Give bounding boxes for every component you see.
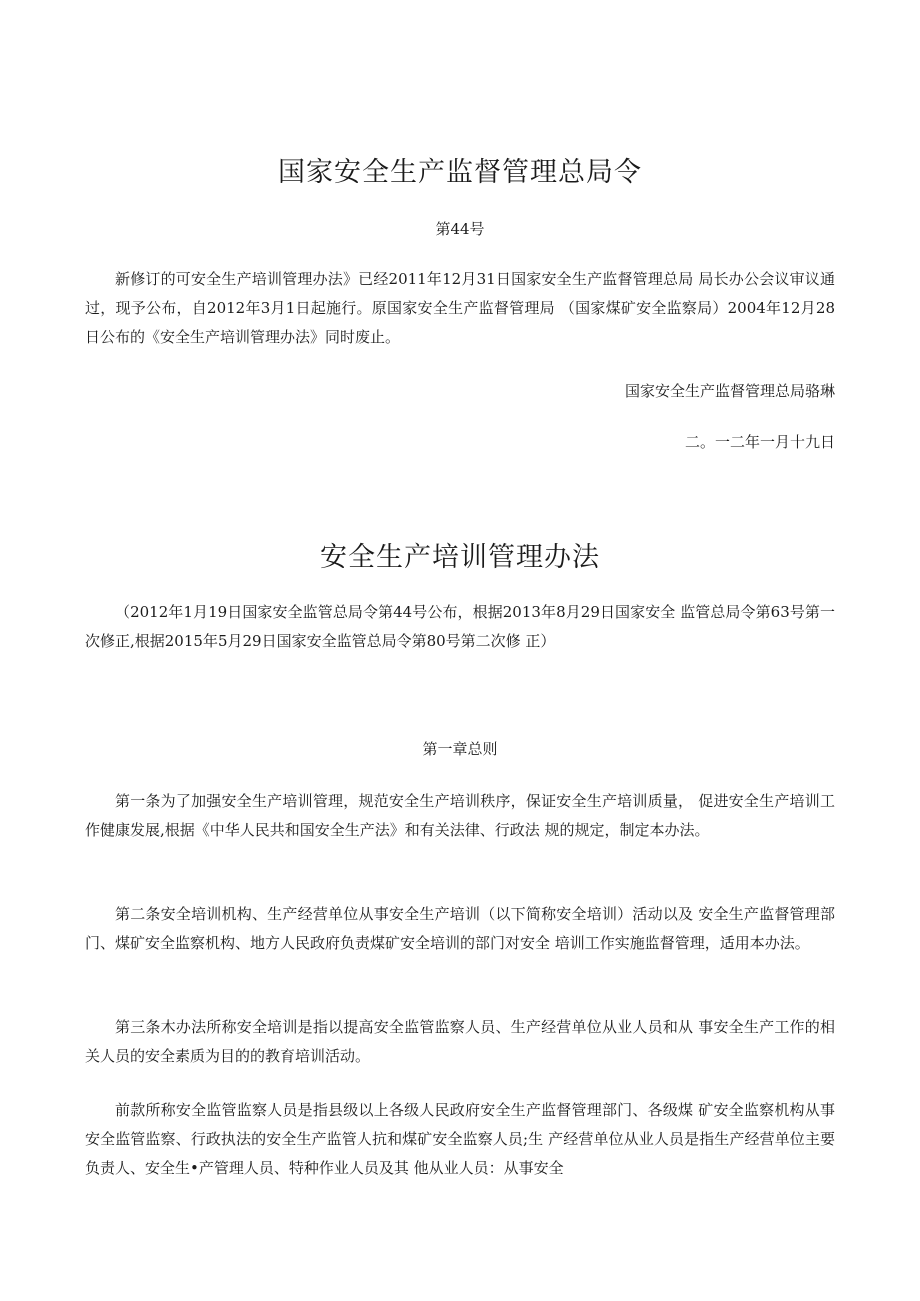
article-3: 第三条木办法所称安全培训是指以提高安全监管监察人员、生产经营单位从业人员和从 事安全生产工作的相关人员的安全素质为目的的教育培训活动。 [85,1018,835,1065]
decree-signatory: 国家安全生产监督管理总局骆琳 [624,382,835,400]
article-1: 第一条为了加强安全生产培训管理，规范安全生产培训秩序，保证安全生产培训质量， 促进安全生产培训工作健康发展,根据《中华人民共和国安全生产法》和有关法律、行政法 规的规定，制定本办法。 [85,792,835,839]
decree-title: 国家安全生产监督管理总局令 [278,157,642,188]
decree-body: 新修订的可安全生产培训管理办法》已经2011年12月31日国家安全生产监督管理总局 局长办公会议审议通过，现予公布，自2012年3月1日起施行。原国家安全生产监督管理局 （国家煤矿安全监察局）2004年12月28日公布的《安全生产培训管理办法》同时废止。 [85,270,835,346]
regulation-title: 安全生产培训管理办法 [320,542,600,573]
article-3-paragraph-2: 前款所称安全监管监察人员是指县级以上各级人民政府安全生产监督管理部门、各级煤 矿安全监察机构从事安全监管监察、行政执法的安全生产监管人抗和煤矿安全监察人员;生 产经营单位从业人员是指生产经营单位主要负责人、安全生•产管理人员、特种作业人员及其 他从业人员：从事安全 [85,1101,835,1177]
article-2: 第二条安全培训机构、生产经营单位从事安全生产培训（以下简称安全培训）活动以及 安全生产监督管理部门、煤矿安全监察机构、地方人民政府负责煤矿安全培训的部门对安全 培训工作实施监督管理，适用本办法。 [85,905,835,952]
revision-note: （2012年1月19日国家安全监管总局令第44号公布，根据2013年8月29日国家安全 监管总局令第63号第一次修正,根据2015年5月29日国家安全监管总局令第80号第二次修 正） [85,603,835,650]
chapter-heading: 第一章总则 [422,740,498,758]
decree-number: 第44号 [435,220,485,238]
decree-date: 二。一二年一月十九日 [684,433,835,451]
